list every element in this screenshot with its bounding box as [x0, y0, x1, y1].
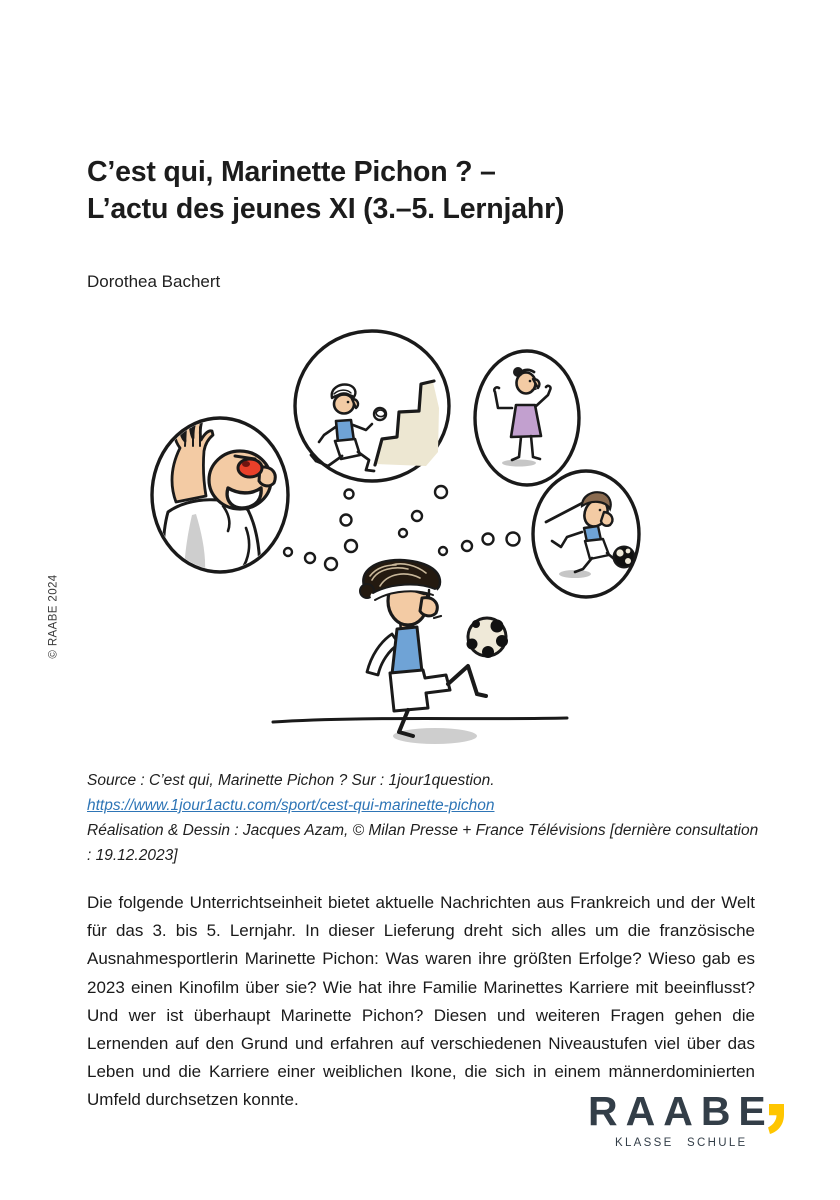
title-line-2: L’actu des jeunes XI (3.–5. Lernjahr)	[87, 193, 565, 225]
thought-dots	[284, 486, 520, 570]
logo-comma-icon	[768, 1104, 785, 1134]
figure-shadow	[393, 728, 477, 744]
illustration	[120, 320, 680, 770]
logo-wordmark: RAABE	[588, 1088, 774, 1134]
raabe-logo	[588, 1088, 785, 1149]
ground-line	[273, 718, 567, 722]
thought-bubble-coach	[152, 417, 288, 574]
main-figure	[360, 560, 486, 736]
source-block	[87, 768, 765, 868]
source-link[interactable]: https://www.1jour1actu.com/sport/cest-qui-marinette-pichon	[87, 797, 495, 814]
author-name: Dorothea Bachert	[87, 272, 221, 291]
intro-paragraph: Die folgende Unterrichtseinheit bietet aktuelle Nachrichten aus Frankreich und der Welt für das 3. bis 5. Lernjahr. In dieser Lieferung dreht sich alles um die französische Ausnahmesportlerin Marinette Pichon: Was waren ihre größten Erfolge? Wieso gab es 2023 einen Kinofilm über sie? Wie hat ihre Familie Marinettes Karriere mit beeinflusst? Und wer ist überhaupt Marinette Pichon? Diesen und weiteren Fragen gehen die Lernenden auf den Grund und erfahren auf verschiedenen Niveaustufen viel über das Leben und die Karriere einer weiblichen Ikone, die sich in einem männerdominierten Umfeld durchsetzen konnte.	[87, 893, 755, 1110]
thought-bubble-stairs	[295, 331, 449, 481]
page-title	[87, 154, 564, 228]
thought-bubble-dribble	[533, 471, 639, 597]
small-football	[614, 547, 635, 568]
logo-tagline: KLASSE SCHULE	[615, 1137, 748, 1149]
title-line-1: C’est qui, Marinette Pichon ? –	[87, 156, 496, 188]
credits-line: Réalisation & Dessin : Jacques Azam, © Milan Presse + France Télévisions [dernière consultation : 19.12.2023]	[87, 822, 759, 864]
thought-bubble-mother	[475, 351, 579, 485]
source-line: Source : C’est qui, Marinette Pichon ? Sur : 1jour1question.	[87, 772, 495, 789]
football	[467, 618, 509, 658]
copyright-vertical-label: © RAABE 2024	[47, 574, 60, 659]
